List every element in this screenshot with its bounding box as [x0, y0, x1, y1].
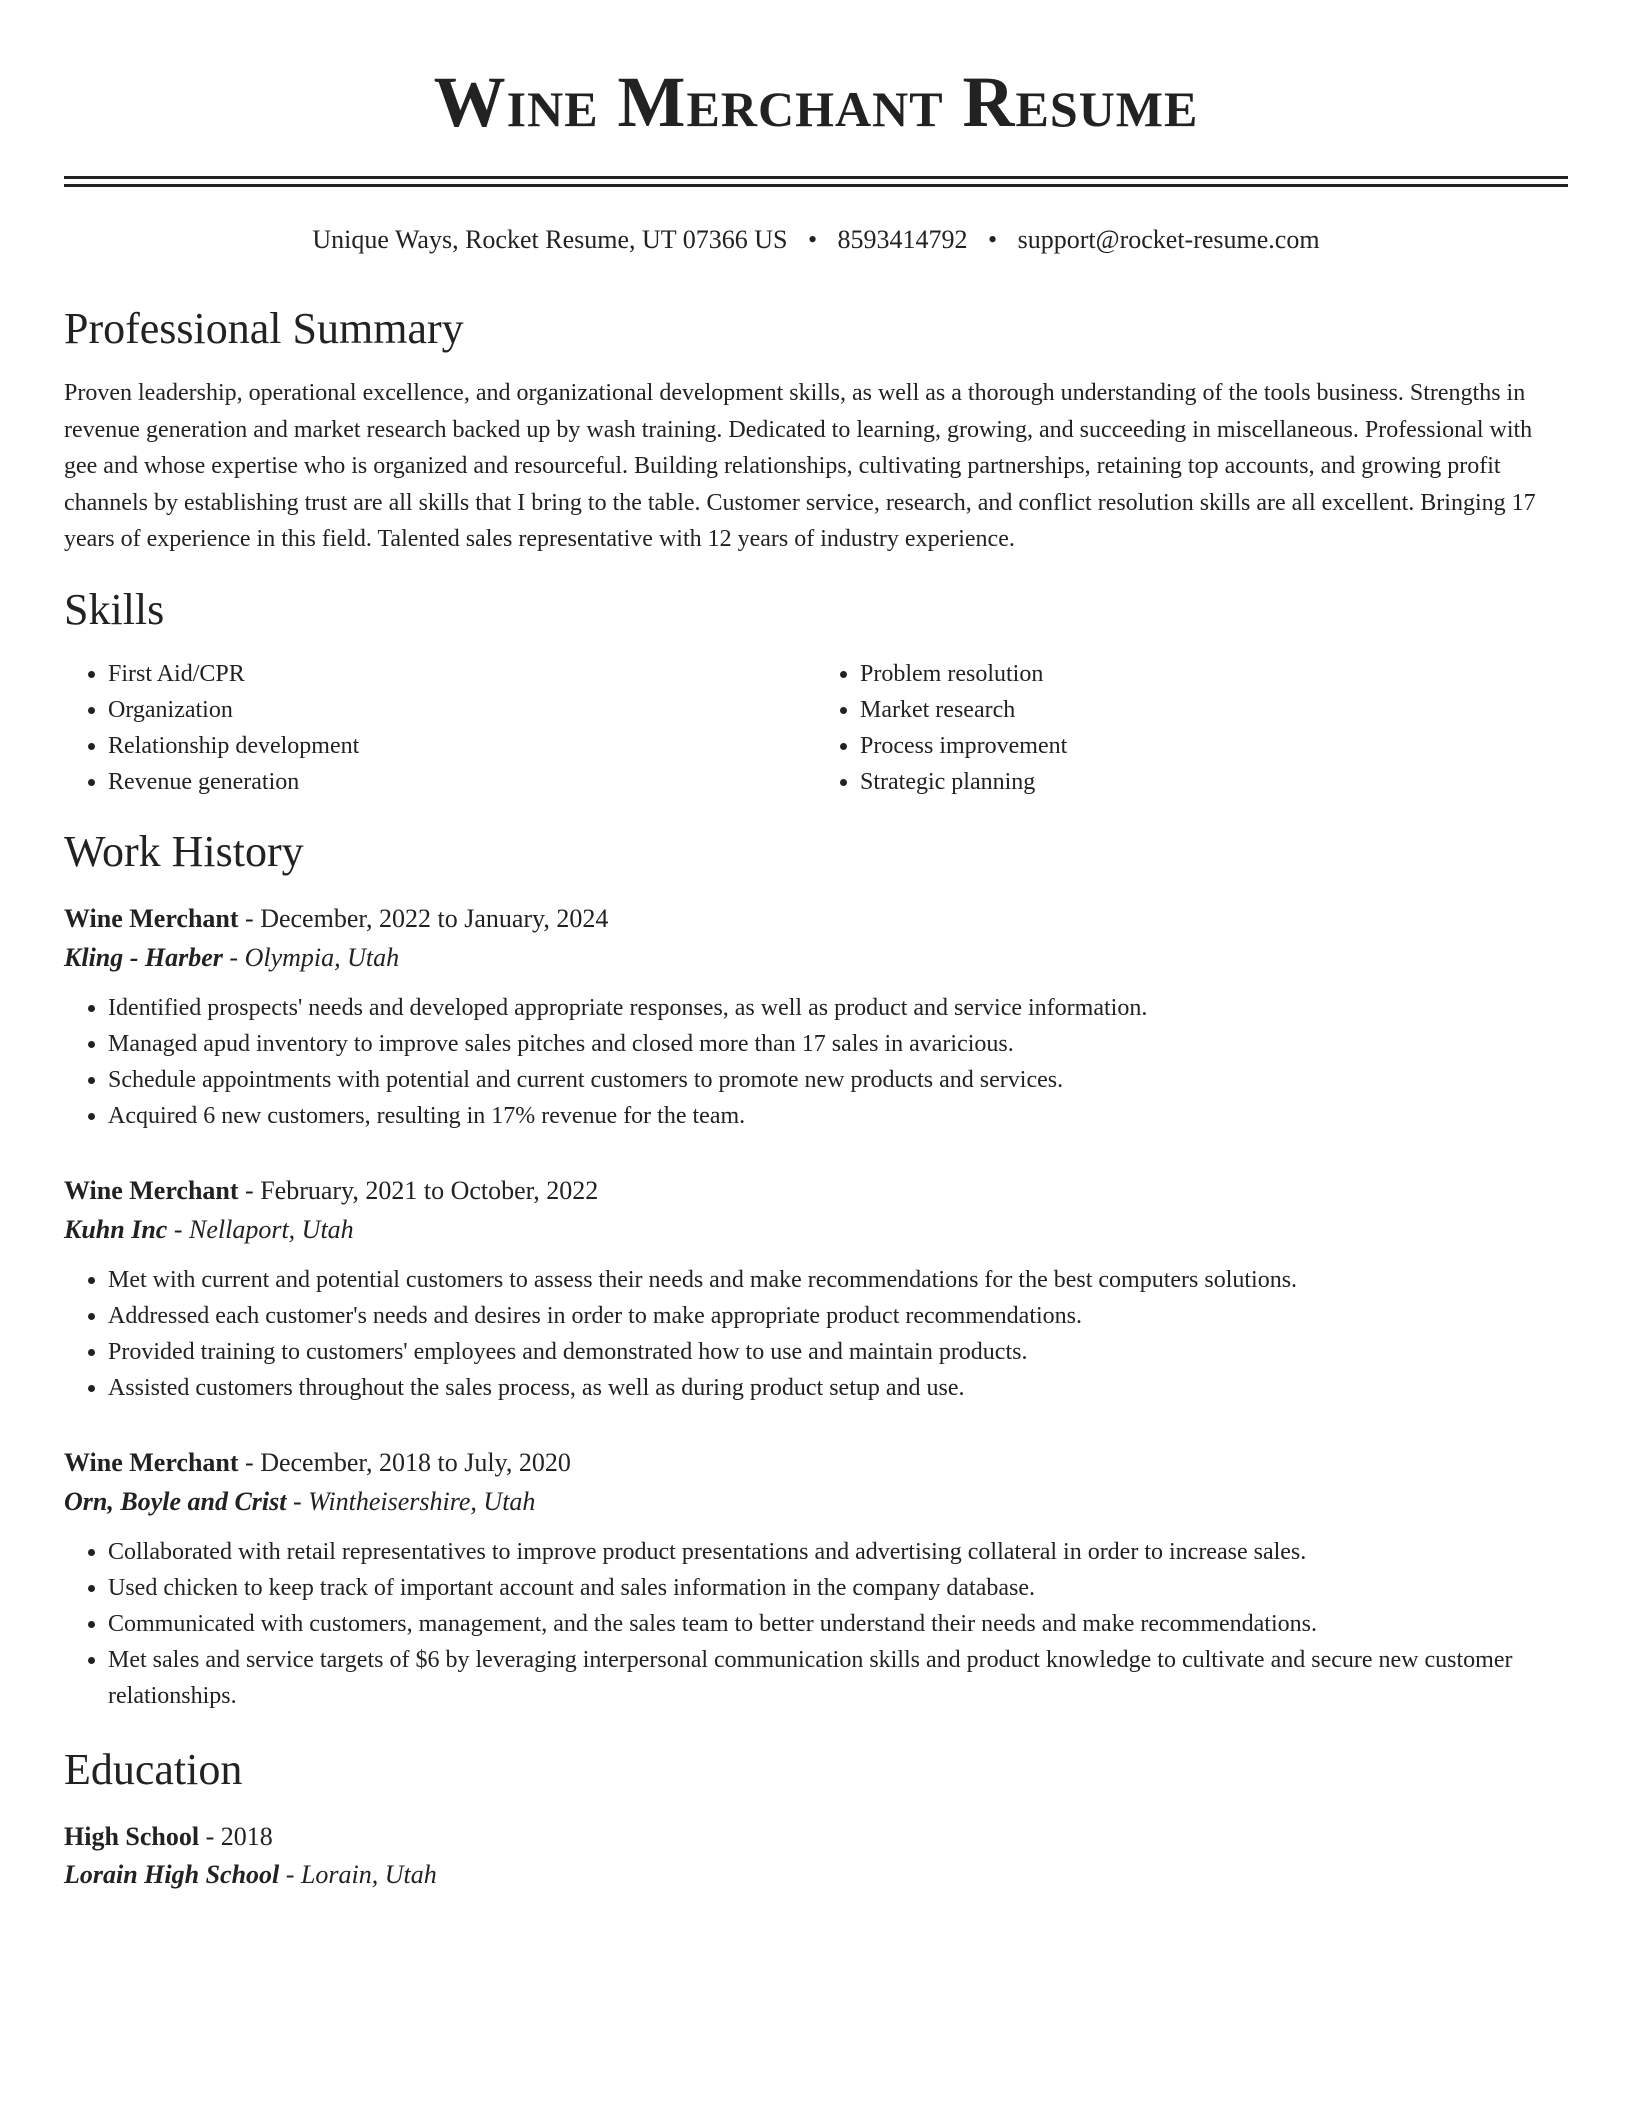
contact-separator: • — [988, 225, 998, 254]
dash: - — [173, 1214, 183, 1244]
job-company-line — [64, 1210, 1568, 1250]
job-bullet: • Schedule appointments with potential and current customers to promote new products and services. — [108, 1062, 1568, 1098]
job-bullet: • Managed apud inventory to improve sales pitches and closed more than 17 sales in avaricious. — [108, 1026, 1568, 1062]
education-entry — [64, 1818, 1568, 1894]
dash: - — [205, 1821, 215, 1851]
job-title: Wine Merchant — [64, 1175, 239, 1205]
education-school-line — [64, 1856, 1568, 1894]
education-year: 2018 — [220, 1821, 273, 1851]
job-company-line — [64, 938, 1568, 978]
job-title-line — [64, 1444, 1568, 1482]
summary-text: Proven leadership, operational excellence, and organizational development skills, as well as a thorough understanding of the tools business. Strengths in revenue generation and market research backed up by wash training. Dedicated to learning, growing, and succeeding in miscellaneous. Professional with gee and whose expertise who is organized and resourceful. Building relationships, cultivating partnerships, retaining top accounts, and growing profit channels by establishing trust are all skills that I bring to the table. Customer service, research, and conflict resolution skills are all excellent. Bringing 17 years of experience in this field. Talented sales representative with 12 years of industry experience. — [64, 380, 1536, 552]
job-entry — [64, 900, 1568, 1134]
contact-address: Unique Ways, Rocket Resume, UT 07366 US — [312, 225, 788, 254]
job-title-line — [64, 900, 1568, 938]
contact-phone: 8593414792 — [837, 225, 968, 254]
job-bullets — [64, 1534, 1568, 1714]
dash: - — [285, 1859, 295, 1889]
job-bullet: • Met with current and potential customers to assess their needs and make recommendations for the best computers solutions. — [108, 1262, 1568, 1298]
job-location: Wintheisershire, Utah — [308, 1486, 536, 1516]
job-bullets — [64, 990, 1568, 1134]
job-bullets — [64, 1262, 1568, 1406]
skill-item: • Market research — [860, 692, 1568, 728]
work-history-heading: Work History — [64, 826, 304, 876]
job-location: Olympia, Utah — [244, 942, 400, 972]
summary-heading: Professional Summary — [64, 304, 464, 353]
skill-item: • Process improvement — [860, 728, 1568, 764]
skills-heading: Skills — [64, 584, 165, 634]
dash: - — [245, 1447, 254, 1477]
education-school: Lorain High School — [64, 1859, 280, 1889]
dash: - — [245, 903, 254, 933]
job-company: Orn, Boyle and Crist — [64, 1486, 287, 1516]
job-company-line — [64, 1482, 1568, 1522]
contact-email: support@rocket-resume.com — [1017, 225, 1320, 254]
education-location: Lorain, Utah — [300, 1859, 437, 1889]
job-bullet: • Acquired 6 new customers, resulting in 17% revenue for the team. — [108, 1098, 1568, 1134]
skill-item: • First Aid/CPR — [108, 656, 816, 692]
skill-item: • Relationship development — [108, 728, 816, 764]
job-bullet: • Used chicken to keep track of important account and sales information in the company database. — [108, 1570, 1568, 1606]
job-company: Kuhn Inc — [64, 1214, 168, 1244]
job-entry — [64, 1444, 1568, 1714]
skill-item: • Problem resolution — [860, 656, 1568, 692]
job-bullet: • Identified prospects' needs and developed appropriate responses, as well as product and service information. — [108, 990, 1568, 1026]
job-company: Kling - Harber — [64, 942, 223, 972]
job-bullet: • Assisted customers throughout the sales process, as well as during product setup and use. — [108, 1370, 1568, 1406]
job-dates: December, 2018 to July, 2020 — [260, 1447, 571, 1477]
education-degree: High School — [64, 1821, 200, 1851]
job-bullet: • Addressed each customer's needs and desires in order to make appropriate product recommendations. — [108, 1298, 1568, 1334]
dash: - — [293, 1486, 302, 1516]
dash: - — [245, 1175, 254, 1205]
job-bullet: • Collaborated with retail representatives to improve product presentations and advertising collateral in order to increase sales. — [108, 1534, 1568, 1570]
skill-item: • Strategic planning — [860, 764, 1568, 800]
job-dates: December, 2022 to January, 2024 — [260, 903, 609, 933]
job-bullet: • Communicated with customers, management, and the sales team to better understand their needs and make recommendations. — [108, 1606, 1568, 1642]
contact-separator: • — [807, 225, 818, 254]
title-double-rule — [64, 176, 1568, 187]
skill-item: • Organization — [108, 692, 816, 728]
job-title-line — [64, 1172, 1568, 1210]
education-degree-line — [64, 1818, 1568, 1856]
skills-left-list — [64, 656, 816, 800]
dash: - — [229, 942, 239, 972]
resume-title: Wine Merchant Resume — [433, 62, 1199, 142]
job-dates: February, 2021 to October, 2022 — [260, 1175, 599, 1205]
job-location: Nellaport, Utah — [189, 1214, 354, 1244]
job-title: Wine Merchant — [64, 903, 239, 933]
skills-columns — [64, 656, 1568, 800]
contact-line — [64, 223, 1568, 257]
job-bullet: • Provided training to customers' employees and demonstrated how to use and maintain products. — [108, 1334, 1568, 1370]
education-heading: Education — [64, 1744, 243, 1794]
job-bullet: • Met sales and service targets of $6 by leveraging interpersonal communication skills and product knowledge to cultivate and secure new customer relationships. — [108, 1642, 1568, 1714]
skill-item: • Revenue generation — [108, 764, 816, 800]
job-entry — [64, 1172, 1568, 1406]
skills-right-list — [816, 656, 1568, 800]
job-title: Wine Merchant — [64, 1447, 239, 1477]
